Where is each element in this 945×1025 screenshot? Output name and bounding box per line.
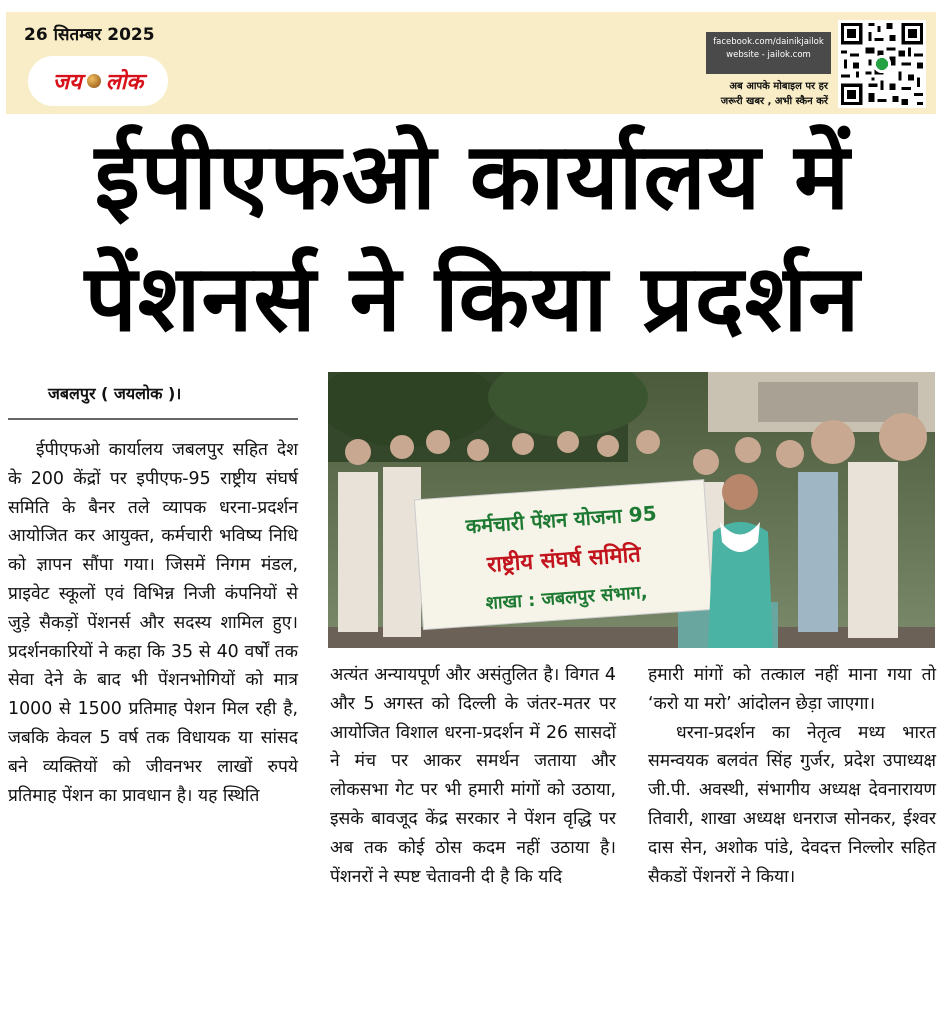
article-paragraph: अत्यंत अन्यायपूर्ण और असंतुलित है। विगत 4 और 5 अगस्त को दिल्ली के जंतर-मतर पर आयोजित विशाल धरना-प्रदर्शन में 26 सासदों ने मंच पर आकर समर्थन जताया और लोकसभा गेट पर भी हमारी मांगों को उठाया, इसके बावजूद केंद्र सरकार ने पेंशन वृद्धि पर अब तक कोई ठोस कदम नहीं उठाया है। पेंशनरों ने स्पष्ट चेतावनी दी है कि यदि	[330, 665, 616, 887]
website-link[interactable]: website - jailok.com	[726, 50, 811, 60]
promo-line-1: अब आपके मोबाइल पर हर	[729, 81, 828, 92]
logo-text-right: लोक	[105, 70, 144, 95]
article-column-3	[648, 661, 936, 891]
protest-photo	[328, 372, 935, 648]
social-links-box	[706, 32, 831, 74]
masthead	[6, 12, 936, 114]
dateline-divider	[8, 418, 298, 420]
globe-icon	[87, 74, 101, 88]
banner-text-1: कर्मचारी पेंशन योजना 95	[464, 501, 658, 539]
banner-text-3: शाखा : जबलपुर संभाग,	[484, 581, 649, 615]
issue-date: 26 सितम्बर 2025	[24, 25, 155, 45]
banner-text-2: राष्ट्रीय संघर्ष समिति	[486, 542, 642, 578]
article-paragraph: हमारी मांगों को तत्काल नहीं माना गया तो ‘करो या मरो’ आंदोलन छेड़ा जाएगा।	[648, 665, 936, 714]
headline-line-1: ईपीएफओ कार्यालय में	[94, 123, 851, 230]
logo-text-left: जय	[52, 70, 82, 95]
article-paragraph: धरना-प्रदर्शन का नेतृत्व मध्य भारत समन्वयक बलवंत सिंह गुर्जर, प्रदेश उपाध्यक्ष जी.पी. अवस्थी, संभागीय अध्यक्ष देवनारायण तिवारी, शाखा अध्यक्ष धनराज सोनकर, ईश्वर दास सेन, अशोक पांडे, देवदत्त निल्लोर सहित सैकडों पेंशनरों ने किया।	[648, 722, 936, 887]
dateline: जबलपुर ( जयलोक )।	[48, 384, 182, 403]
article-paragraph: ईपीएफओ कार्यालय जबलपुर सहित देश के 200 केंद्रों पर इपीएफ-95 राष्ट्रीय संघर्ष समिति के बैनर तले व्यापक धरना-प्रदर्शन आयोजित कर आयुक्त, कर्मचारी भविष्य निधि को ज्ञापन सौंपा गया। जिसमें निगम मंडल, प्राइवेट स्कूलों एवं विभिन्न निजी कंपनियों से जुड़े सैकड़ों पेंशनर्स और सदस्य शामिल हुए। प्रदर्शनकारियों ने कहा कि 35 से 40 वर्षों तक सेवा देने के बाद भी पेंशनभोगियों को मात्र 1000 से 1500 प्रतिमाह पेशन मिल रही है, जबकि केवल 5 वर्ष तक विधायक या सांसद बने व्यक्तियों को जीवनभर लाखों रुपये प्रतिमाह पेंशन का प्रावधान है। यह स्थिति	[8, 440, 298, 806]
promo-line-2: जरूरी खबर , अभी स्कैन करें	[720, 96, 828, 107]
article-column-1	[8, 436, 298, 810]
jailok-logo[interactable]	[28, 56, 168, 106]
scan-promo	[686, 79, 828, 109]
headline-line-2: पेंशनर्स ने किया प्रदर्शन	[84, 245, 861, 352]
qr-code-icon[interactable]	[838, 20, 926, 108]
facebook-link[interactable]: facebook.com/dainikjailok	[713, 37, 824, 47]
article-column-2	[330, 661, 616, 891]
